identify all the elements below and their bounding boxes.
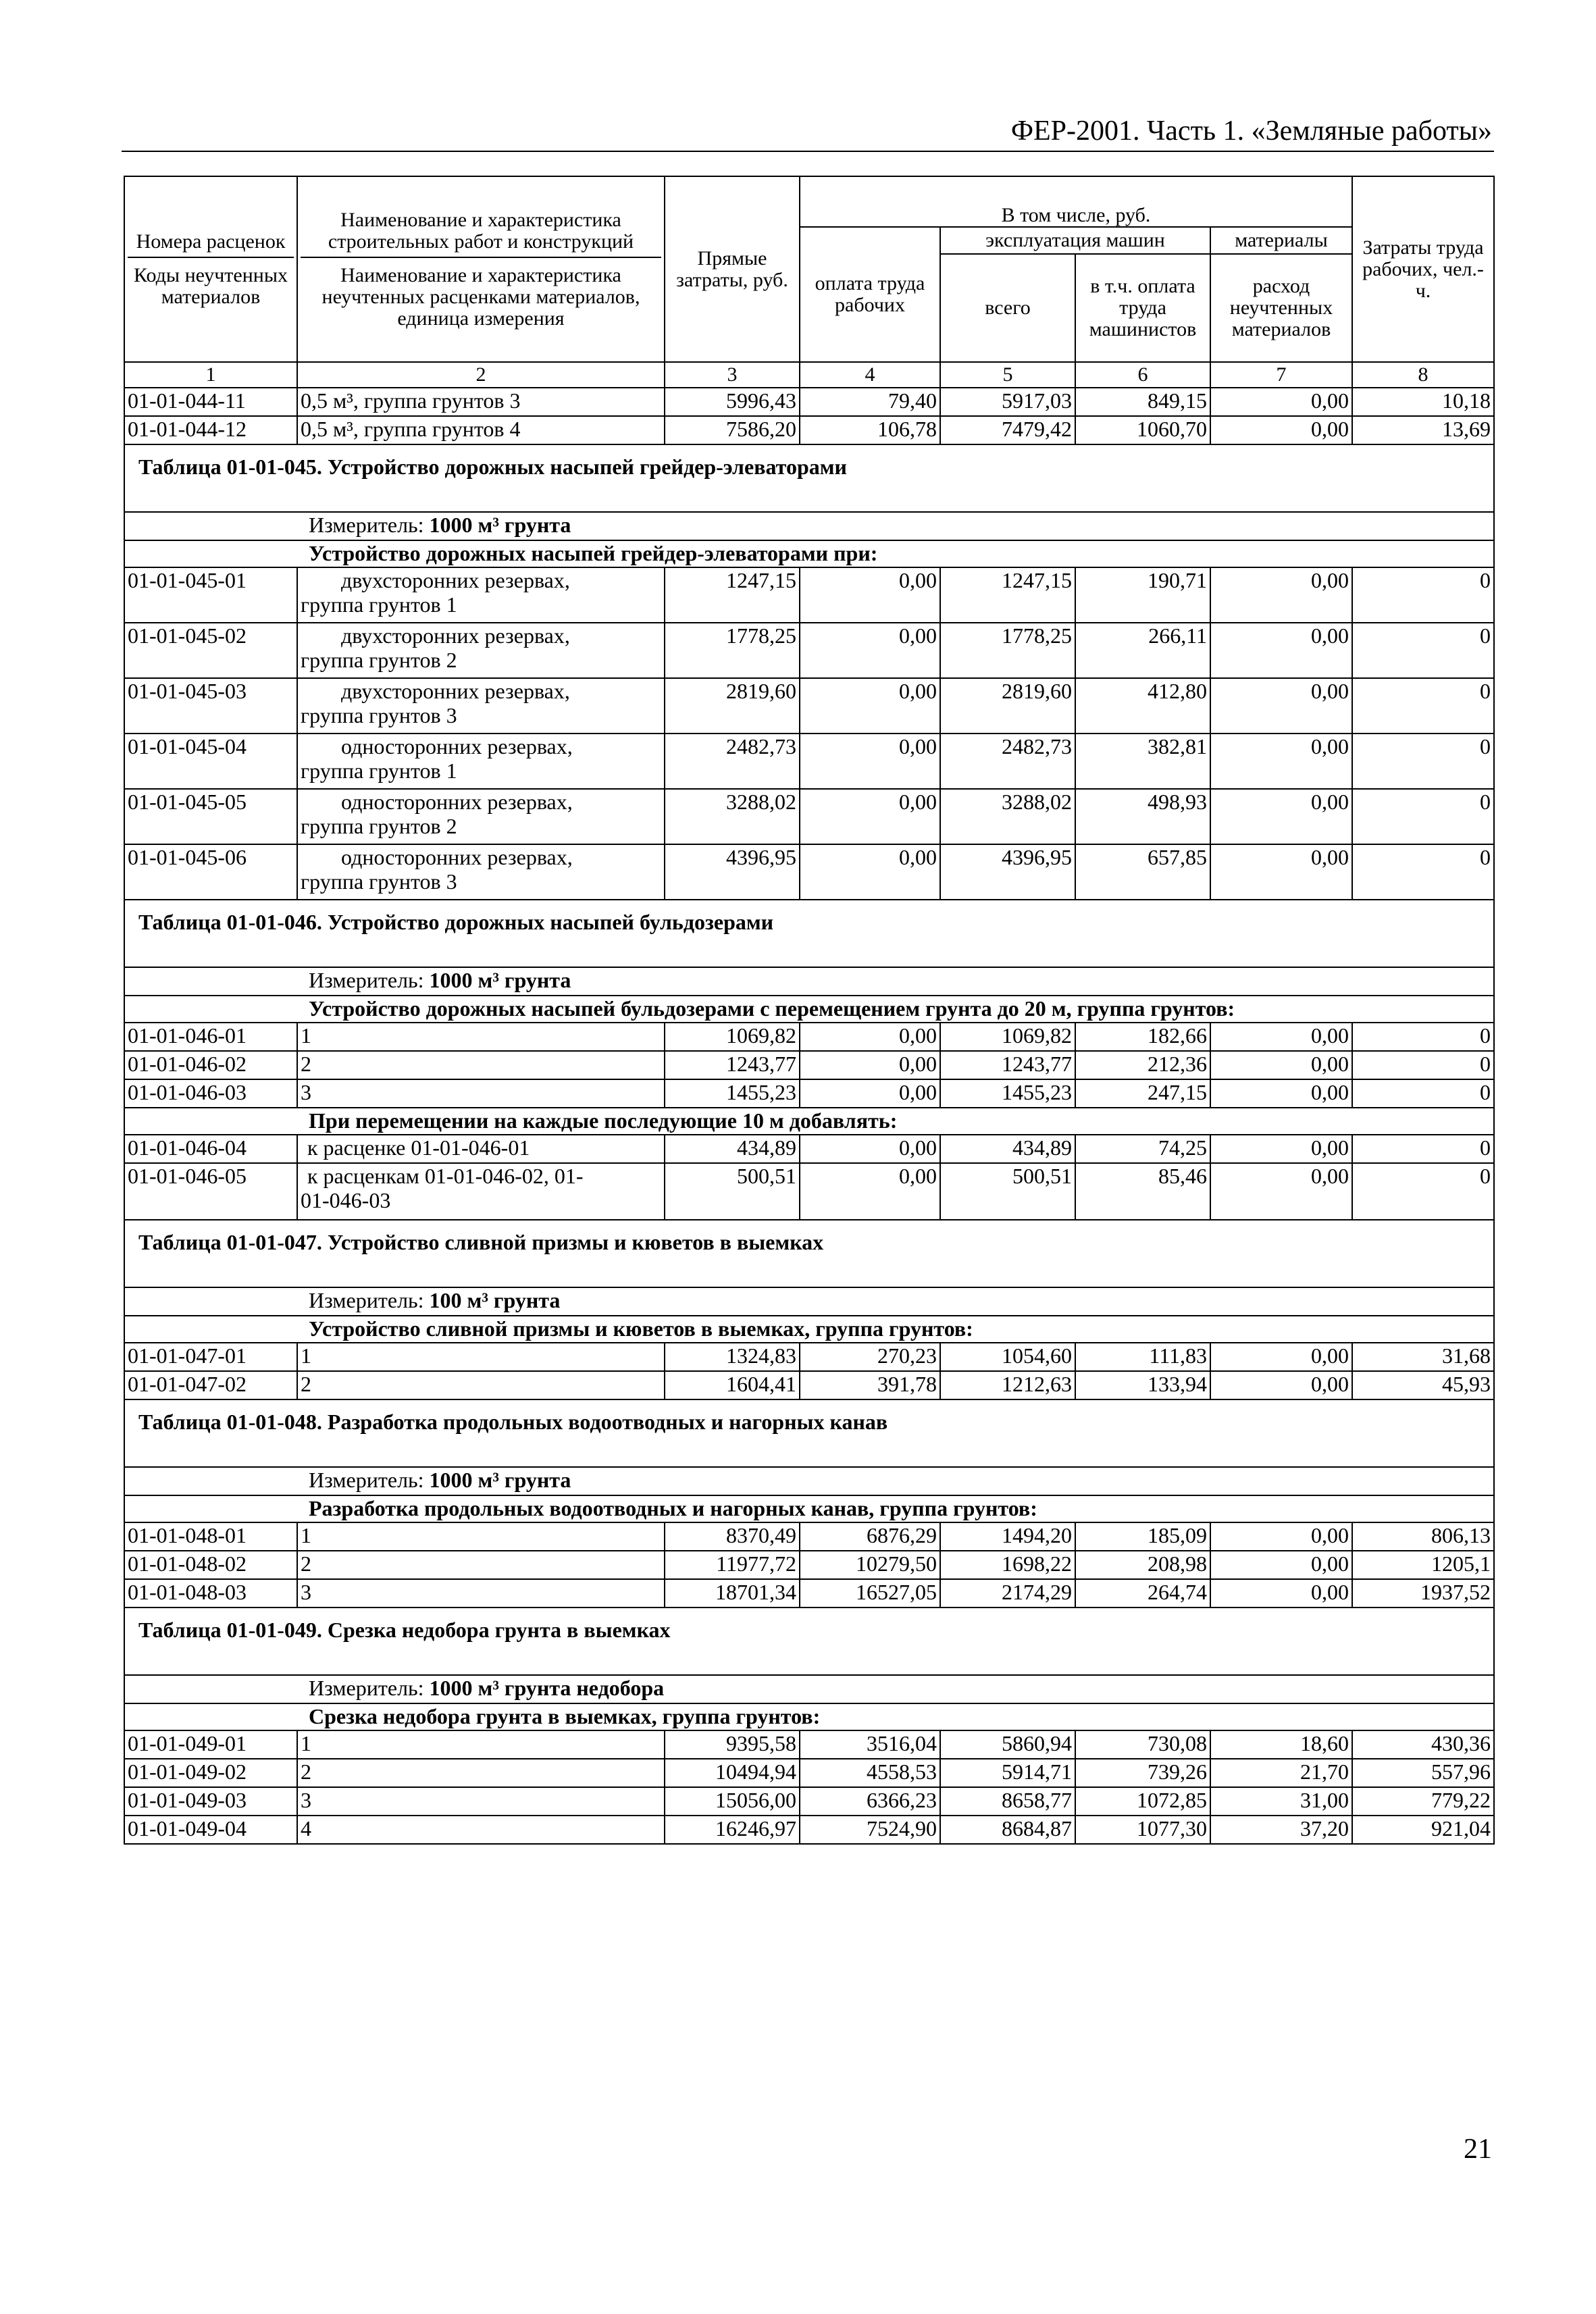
table-title-048: Таблица 01-01-048. Разработка продольных водоотводных и нагорных канав bbox=[124, 1399, 1494, 1467]
header-including: В том числе, руб. bbox=[800, 176, 1352, 227]
col-number: 7 bbox=[1210, 362, 1352, 388]
col-number: 6 bbox=[1075, 362, 1210, 388]
table-row: 01-01-046-01 1 1069,82 0,00 1069,82 182,66 0,00 0 bbox=[124, 1023, 1494, 1051]
meter-047: Измеритель: 100 м³ грунта bbox=[124, 1287, 1494, 1316]
table-row: 01-01-044-12 0,5 м³, группа грунтов 4 7586,20 106,78 7479,42 1060,70 0,00 13,69 bbox=[124, 416, 1494, 444]
table-row: 01-01-045-02 двухсторонних резервах, группа грунтов 2 1778,25 0,00 1778,25 266,11 0,00 0 bbox=[124, 623, 1494, 678]
header-labor-cost: Затраты труда рабочих, чел.-ч. bbox=[1352, 176, 1494, 362]
header-materials: материалы bbox=[1210, 227, 1352, 254]
col-number: 8 bbox=[1352, 362, 1494, 388]
table-row: 01-01-045-04 односторонних резервах, группа грунтов 1 2482,73 0,00 2482,73 382,81 0,00 0 bbox=[124, 734, 1494, 789]
table-row: 01-01-049-02 2 10494,94 4558,53 5914,71 739,26 21,70 557,96 bbox=[124, 1759, 1494, 1787]
table-row: 01-01-048-01 1 8370,49 6876,29 1494,20 185,09 0,00 806,13 bbox=[124, 1522, 1494, 1551]
header-direct-cost: Прямые затраты, руб. bbox=[665, 176, 800, 362]
col-number: 4 bbox=[800, 362, 940, 388]
rates-table bbox=[124, 176, 1495, 1845]
running-header: ФЕР-2001. Часть 1. «Земляные работы» bbox=[1010, 115, 1492, 147]
header-rule bbox=[122, 151, 1494, 152]
col-number: 2 bbox=[297, 362, 665, 388]
subheading-046: Устройство дорожных насыпей бульдозерами с перемещением грунта до 20 м, группа грунтов: bbox=[124, 996, 1494, 1023]
subheading-045: Устройство дорожных насыпей грейдер-элеваторами при: bbox=[124, 540, 1494, 567]
subheading-048: Разработка продольных водоотводных и нагорных канав, группа грунтов: bbox=[124, 1495, 1494, 1522]
table-title-049: Таблица 01-01-049. Срезка недобора грунта в выемках bbox=[124, 1608, 1494, 1675]
meter-046: Измеритель: 1000 м³ грунта bbox=[124, 967, 1494, 996]
header-codes: Номера расценок Коды неучтенных материалов bbox=[124, 176, 297, 362]
table-row: 01-01-049-03 3 15056,00 6366,23 8658,77 1072,85 31,00 779,22 bbox=[124, 1787, 1494, 1816]
page-number: 21 bbox=[1464, 2134, 1492, 2165]
table-row: 01-01-049-01 1 9395,58 3516,04 5860,94 730,08 18,60 430,36 bbox=[124, 1730, 1494, 1759]
table-row: 01-01-046-05 к расценкам 01-01-046-02, 01- 01-046-03 500,51 0,00 500,51 85,46 0,00 0 bbox=[124, 1163, 1494, 1220]
table-title-046: Таблица 01-01-046. Устройство дорожных насыпей бульдозерами bbox=[124, 900, 1494, 967]
table-row: 01-01-045-06 односторонних резервах, группа грунтов 3 4396,95 0,00 4396,95 657,85 0,00 0 bbox=[124, 844, 1494, 900]
col-number: 5 bbox=[940, 362, 1075, 388]
table-row: 01-01-048-02 2 11977,72 10279,50 1698,22 208,98 0,00 1205,1 bbox=[124, 1551, 1494, 1579]
table-row: 01-01-047-02 2 1604,41 391,78 1212,63 133,94 0,00 45,93 bbox=[124, 1371, 1494, 1399]
table-row: 01-01-045-05 односторонних резервах, группа грунтов 2 3288,02 0,00 3288,02 498,93 0,00 0 bbox=[124, 789, 1494, 844]
col-number: 3 bbox=[665, 362, 800, 388]
table-row: 01-01-045-03 двухсторонних резервах, группа грунтов 3 2819,60 0,00 2819,60 412,80 0,00 0 bbox=[124, 678, 1494, 734]
table-row: 01-01-049-04 4 16246,97 7524,90 8684,87 1077,30 37,20 921,04 bbox=[124, 1816, 1494, 1844]
subheading-046-extra: При перемещении на каждые последующие 10 м добавлять: bbox=[124, 1108, 1494, 1135]
table-row: 01-01-045-01 двухсторонних резервах, группа грунтов 1 1247,15 0,00 1247,15 190,71 0,00 0 bbox=[124, 567, 1494, 623]
meter-049: Измеритель: 1000 м³ грунта недобора bbox=[124, 1675, 1494, 1703]
table-row: 01-01-048-03 3 18701,34 16527,05 2174,29 264,74 0,00 1937,52 bbox=[124, 1579, 1494, 1608]
header-machines: эксплуатация машин bbox=[940, 227, 1210, 254]
header-machines-total: всего bbox=[940, 254, 1075, 362]
header-materials-sub: расход неучтенных материалов bbox=[1210, 254, 1352, 362]
subheading-049: Срезка недобора грунта в выемках, группа грунтов: bbox=[124, 1703, 1494, 1730]
table-row: 01-01-044-11 0,5 м³, группа грунтов 3 5996,43 79,40 5917,03 849,15 0,00 10,18 bbox=[124, 388, 1494, 416]
col-number: 1 bbox=[124, 362, 297, 388]
table-title-045: Таблица 01-01-045. Устройство дорожных насыпей грейдер-элеваторами bbox=[124, 444, 1494, 512]
meter-048: Измеритель: 1000 м³ грунта bbox=[124, 1467, 1494, 1495]
table-title-047: Таблица 01-01-047. Устройство сливной призмы и кюветов в выемках bbox=[124, 1220, 1494, 1287]
header-name: Наименование и характеристика строительных работ и конструкций Наименование и характеристика неучтенных расценками материалов, единица измерения bbox=[297, 176, 665, 362]
table-row: 01-01-046-03 3 1455,23 0,00 1455,23 247,15 0,00 0 bbox=[124, 1079, 1494, 1108]
subheading-047: Устройство сливной призмы и кюветов в выемках, группа грунтов: bbox=[124, 1316, 1494, 1343]
table-row: 01-01-046-02 2 1243,77 0,00 1243,77 212,36 0,00 0 bbox=[124, 1051, 1494, 1079]
header-labor: оплата труда рабочих bbox=[800, 227, 940, 362]
header-machines-wages: в т.ч. оплата труда машинистов bbox=[1075, 254, 1210, 362]
table-row: 01-01-047-01 1 1324,83 270,23 1054,60 111,83 0,00 31,68 bbox=[124, 1343, 1494, 1371]
meter-045: Измеритель: 1000 м³ грунта bbox=[124, 512, 1494, 540]
table-row: 01-01-046-04 к расценке 01-01-046-01 434,89 0,00 434,89 74,25 0,00 0 bbox=[124, 1135, 1494, 1163]
